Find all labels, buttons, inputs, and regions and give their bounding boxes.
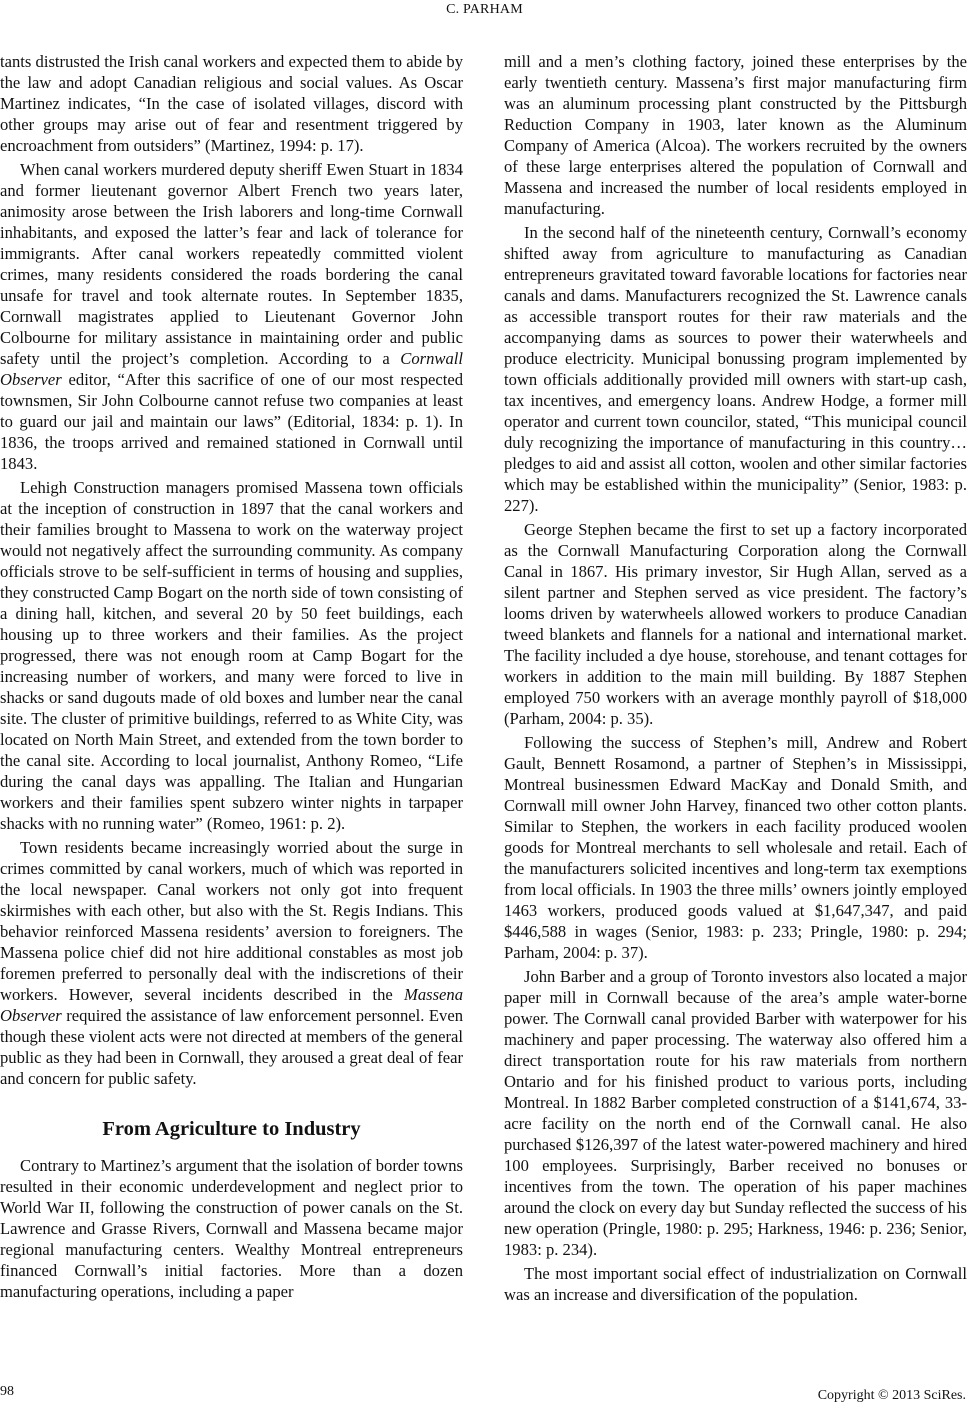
paragraph-text: mill and a men’s clothing factory, joined these enterprises by the early twentieth century. Massena’s first major manufacturing firm was an aluminum processing plant constructed by the Pittsburgh Reduction Company in 1903, later known as the Aluminum Company of America (Alcoa). The workers recruited by the owners of these large enterprises altered the population of Cornwall and Massena and increased the number of local residents employed in manufacturing. xyxy=(504,52,967,218)
section-heading: From Agriculture to Industry xyxy=(102,1118,361,1140)
paragraph-text: The most important social effect of industrialization on Cornwall was an increase and diversification of the population. xyxy=(504,1264,967,1304)
paragraph-text: Lehigh Construction managers promised Massena town officials at the inception of construction in 1897 that the canal workers and their families brought to Massena to work on the waterway project would not negatively affect the surrounding community. As company officials strove to be self-sufficient in terms of housing and supplies, they constructed Camp Bogart on the north side of town consisting of a dining hall, kitchen, and several 20 by 50 feet buildings, each housing up to three workers and their families. As the project progressed, there was not enough room at Camp Bogart for the increasing number of workers, and many were forced to live in shacks or sand dugouts made of old boxes and lumber near the canal site. The cluster of primitive buildings, referred to as White City, was located on North Main Street, and extended from the town border to the canal site. According to local journalist, Anthony Romeo, “Life during the canal days was appalling. The Italian and Hungarian workers and their families spent subzero winter nights in tarpaper shacks with no running water” (Romeo, 1961: p. 2). xyxy=(0,478,463,833)
paragraph-text: When canal workers murdered deputy sheriff Ewen Stuart in 1834 and former lieutenant governor Albert French two years later, animosity arose between the Irish laborers and long-time Cornwall inhabitants, and exposed the latter’s fear and lack of tolerance for immigrants. After canal workers repeatedly committed violent crimes, many residents considered the roads bordering the canal unsafe for travel and took alternate routes. In September 1835, Cornwall magistrates applied to Lieutenant Governor John Colbourne for military assistance in maintaining order and public safety until the project’s completion. According to a xyxy=(0,160,463,368)
copyright-notice: Copyright © 2013 SciRes. xyxy=(817,1388,966,1403)
body-paragraph xyxy=(0,1155,463,1302)
left-paragraphs-before-heading xyxy=(0,51,463,1089)
publication-title: Massena Observer xyxy=(0,985,463,1025)
left-column xyxy=(0,51,463,1302)
paragraph-text: In the second half of the nineteenth century, Cornwall’s economy shifted away from agriculture to manufacturing as Canadian entrepreneurs gravitated toward favorable locations for factories near canals and dams. Manufacturers recognized the St. Lawrence canals as accessible transport routes for their raw materials and the accompanying dams as sources to power their waterwheels and produce electricity. Municipal bonussing program implemented by town officials additionally provided mill owners with start-up cash, tax incentives, and emergency loans. Andrew Hodge, a former mill operator and current town councilor, stated, “This municipal council duly recognizing the importance of manufacturing in this country… pledges to aid and assist all cotton, woolen and other similar factories which may be established within the municipality” (Senior, 1983: p. 227). xyxy=(504,223,967,515)
paragraph-text: Contrary to Martinez’s argument that the isolation of border towns resulted in their economic underdevelopment and neglect prior to World War II, following the construction of power canals on the St. Lawrence and Grasse Rivers, Cornwall and Massena became major regional manufacturing centers. Wealthy Montreal entrepreneurs financed Cornwall’s initial factories. More than a dozen manufacturing operations, including a paper xyxy=(0,1156,463,1301)
paragraph-text: editor, “After this sacrifice of one of our most respected townsmen, Sir John Colbourne cannot refuse two companies at least to guard our jail and maintain our laws” (Editorial, 1834: p. 1). In 1836, the troops arrived and remained stationed in Cornwall until 1843. xyxy=(0,370,463,473)
body-paragraph xyxy=(0,159,463,474)
body-paragraph xyxy=(504,966,967,1260)
paragraph-text: John Barber and a group of Toronto investors also located a major paper mill in Cornwall because of the area’s ample water-borne power. The Cornwall canal provided Barber with waterpower for his machinery and paper processing. The waterway also offered him a direct transportation route for his raw materials from northern Ontario and for his finished product to various ports, including Montreal. In 1882 Barber completed construction of a $141,674, 33-acre facility on the north end of the Cornwall canal. He also purchased $126,397 of the latest water-powered machinery and hired 100 employees. Surprisingly, Barber received no bonuses or incentives from the town. The operation of his paper machines around the clock on every day but Sunday reflected the success of his new operation (Pringle, 1980: p. 295; Harkness, 1946: p. 236; Senior, 1983: p. 234). xyxy=(504,967,967,1259)
publication-title: Cornwall Observer xyxy=(0,349,463,389)
body-paragraph xyxy=(504,1263,967,1305)
body-paragraph xyxy=(0,51,463,156)
paragraph-text: George Stephen became the first to set up a factory incorporated as the Cornwall Manufacturing Corporation along the Cornwall Canal in 1867. His primary investor, Sir Hugh Allan, served as a silent partner and Stephen served as vice president. The factory’s looms driven by waterwheels allowed workers to produce Canadian tweed blankets and flannels for a national and international market. The facility included a dye house, storehouse, and tenant cottages for workers in addition to the main mill building. By 1887 Stephen employed 750 workers with an average monthly payroll of $18,000 (Parham, 2004: p. 35). xyxy=(504,520,967,728)
body-paragraph xyxy=(504,519,967,729)
body-paragraph xyxy=(0,477,463,834)
paragraph-text: required the assistance of law enforcement personnel. Even though these violent acts were not directed at members of the general public as they had been in Cornwall, they aroused a great deal of fear and concern for public safety. xyxy=(0,1006,463,1088)
paragraph-text: Town residents became increasingly worried about the surge in crimes committed by canal workers, much of which was reported in the local newspaper. Canal workers not only got into frequent skirmishes with each other, but also with the St. Regis Indians. This behavior reinforced Massena residents’ aversion to foreigners. The Massena police chief did not hire additional constables as most job foremen preferred to personally deal with the indiscretions of their workers. However, several incidents described in the xyxy=(0,838,463,1004)
paragraph-text: tants distrusted the Irish canal workers and expected them to abide by the law and adopt Canadian religious and social values. As Oscar Martinez indicates, “In the case of isolated villages, discord with other groups may arise out of fear and resentment triggered by encroachment from outsiders” (Martinez, 1994: p. 17). xyxy=(0,52,463,155)
right-column xyxy=(504,51,967,1305)
body-paragraph xyxy=(504,732,967,963)
page-number: 98 xyxy=(0,1384,14,1399)
right-paragraphs xyxy=(504,51,967,1305)
paragraph-text: Following the success of Stephen’s mill, Andrew and Robert Gault, Bennett Rosamond, a partner of Stephen’s in Mississippi, Montreal businessmen Edward MacKay and Donald Smith, and Cornwall mill owner John Harvey, financed two other cotton plants. Similar to Stephen, the workers in each facility produced woolen goods for Montreal merchants to sell wholesale and retail. Each of the manufacturers solicited incentives and long-term tax exemptions from local officials. In 1903 the three mills’ owners jointly employed 1463 workers, produced goods valued at $1,647,347, and paid $446,588 in wages (Senior, 1983: p. 233; Pringle, 1980: p. 294; Parham, 2004: p. 37). xyxy=(504,733,967,962)
left-paragraphs-after-heading xyxy=(0,1155,463,1302)
body-paragraph xyxy=(0,837,463,1089)
body-paragraph xyxy=(504,51,967,219)
body-paragraph xyxy=(504,222,967,516)
running-head: C. PARHAM xyxy=(446,2,523,17)
